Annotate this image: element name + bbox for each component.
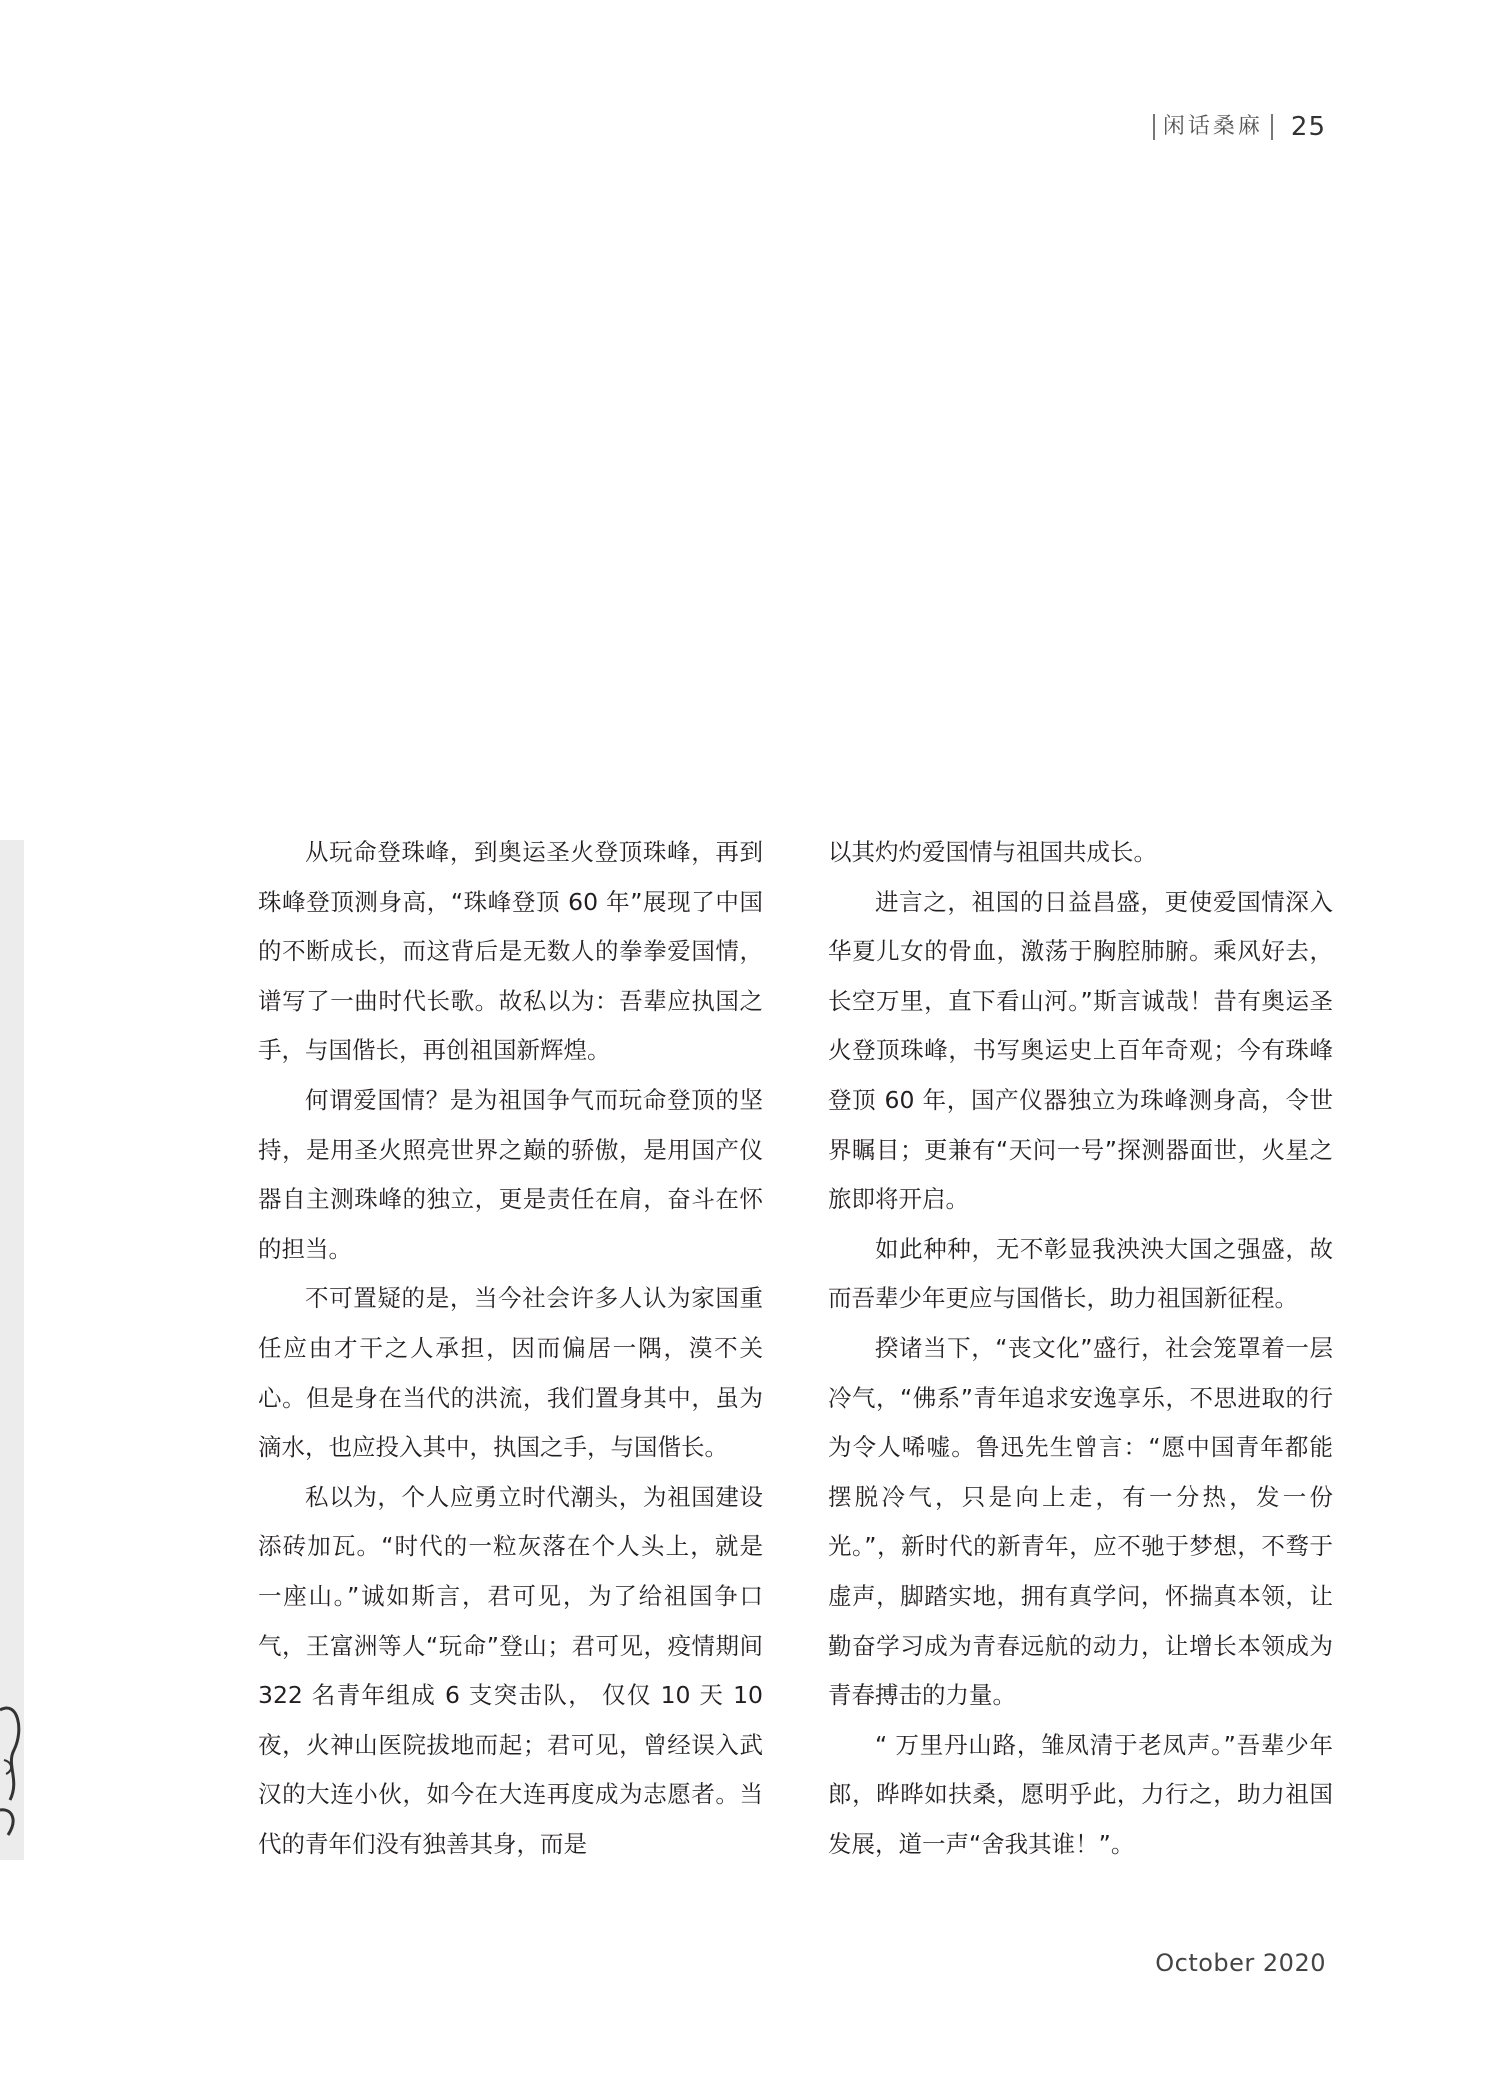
paragraph: 进言之，祖国的日益昌盛，更使爱国情深入华夏儿女的骨血，激荡于胸腔肺腑。乘风好去，长空万里，直下看山河。”斯言诚哉！昔有奥运圣火登顶珠峰，书写奥运史上百年奇观；今有珠峰登顶 60 年，国产仪器独立为珠峰测身高，令世界瞩目；更兼有“天问一号”探测器面世，火星之旅即将开启。: [828, 887, 1333, 1214]
paragraph: 从玩命登珠峰，到奥运圣火登顶珠峰，再到珠峰登顶测身高，“珠峰登顶 60 年”展现了中国的不断成长，而这背后是无数人的拳拳爱国情，谱写了一曲时代长歌。故私以为：吾辈应执国之手，与国偕长，再创祖国新辉煌。: [258, 838, 763, 1065]
paragraph-continuation: 以其灼灼爱国情与祖国共成长。: [828, 838, 1157, 866]
running-header: [1153, 112, 1326, 142]
page-number: 25: [1290, 112, 1326, 142]
left-column: [258, 828, 763, 1869]
paragraph: 揆诸当下，“丧文化”盛行，社会笼罩着一层冷气，“佛系”青年追求安逸享乐，不思进取的行为令人唏嘘。鲁迅先生曾言：“愿中国青年都能摆脱冷气，只是向上走，有一分热，发一份光。”，新时代的新青年，应不驰于梦想，不骛于虚声，脚踏实地，拥有真学问，怀揣真本领，让勤奋学习成为青春远航的动力，让增长本领成为青春搏击的力量。: [828, 1333, 1333, 1710]
paragraph: “ 万里丹山路，雏凤清于老凤声。”吾辈少年郎，晔晔如扶桑，愿明乎此，力行之，助力祖国发展，道一声“舍我其谁！”。: [828, 1730, 1333, 1858]
right-column: [828, 828, 1333, 1869]
paragraph: 不可置疑的是，当今社会许多人认为家国重任应由才干之人承担，因而偏居一隅，漠不关心。但是身在当代的洪流，我们置身其中，虽为滴水，也应投入其中，执国之手，与国偕长。: [258, 1284, 763, 1462]
paragraph: 何谓爱国情？是为祖国争气而玩命登顶的坚持，是用圣火照亮世界之巅的骄傲，是用国产仪器自主测珠峰的独立，更是责任在肩，奋斗在怀的担当。: [258, 1085, 763, 1263]
margin-illustration: [0, 1690, 24, 1840]
issue-date: October 2020: [1155, 1949, 1326, 1977]
paragraph: 如此种种，无不彰显我泱泱大国之强盛，故而吾辈少年更应与国偕长，助力祖国新征程。: [828, 1234, 1333, 1313]
paragraph: 私以为，个人应勇立时代潮头，为祖国建设添砖加瓦。“时代的一粒灰落在个人头上，就是一座山。”诚如斯言，君可见，为了给祖国争口气，王富洲等人“玩命”登山；君可见，疫情期间 322 名青年组成 6 支突击队， 仅仅 10 天 10 夜，火神山医院拔地而起；君可见，曾经误入武汉的大连小伙，如今在大连再度成为志愿者。当代的青年们没有独善其身，而是: [258, 1482, 763, 1858]
section-label: 闲话桑麻: [1153, 114, 1273, 140]
